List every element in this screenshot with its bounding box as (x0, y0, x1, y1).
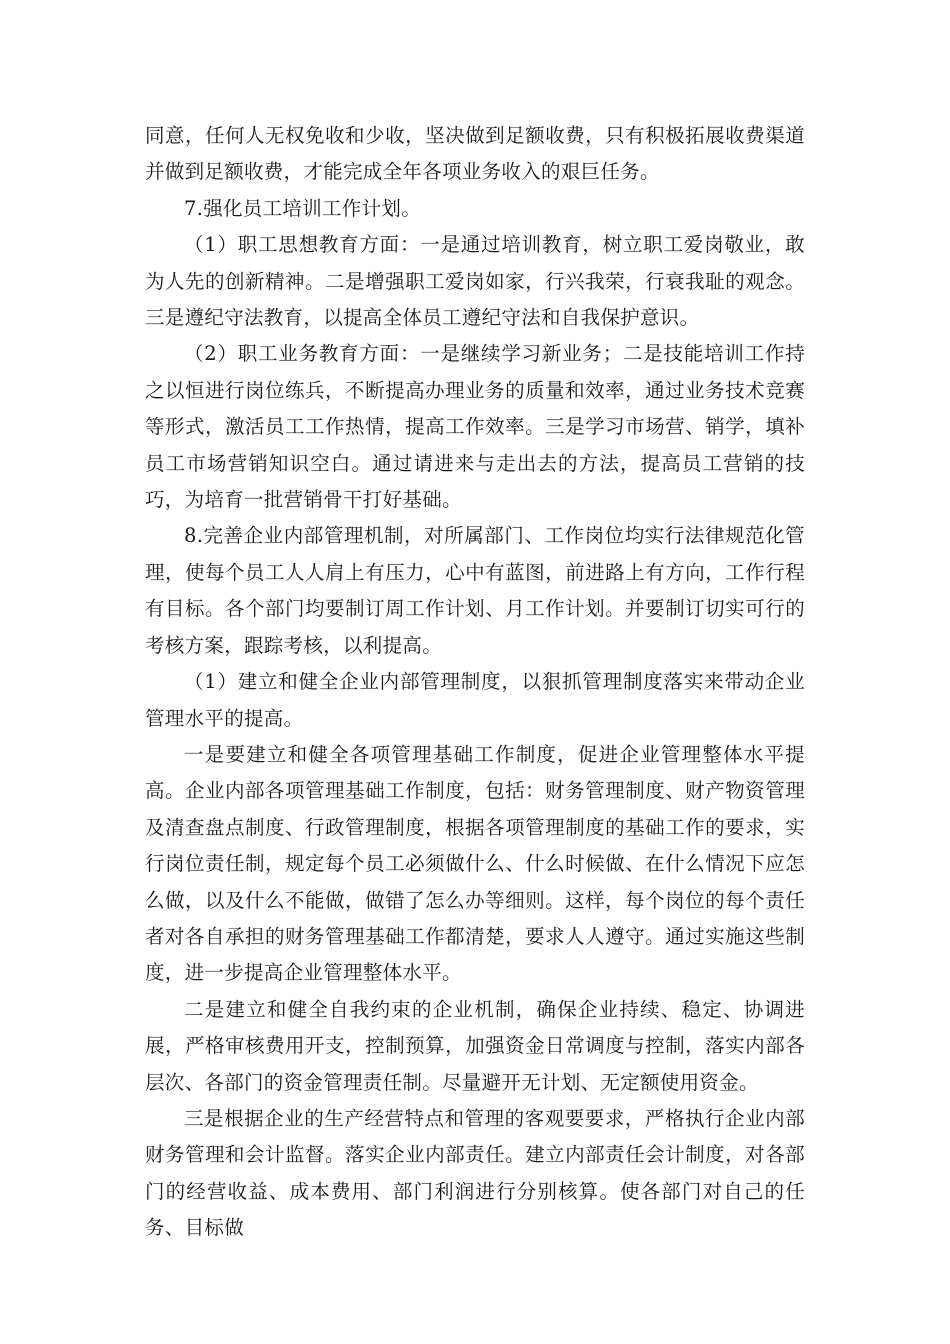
paragraph-1: 同意，任何人无权免收和少收，坚决做到足额收费，只有积极拓展收费渠道并做到足额收费，才能完成全年各项业务收入的艰巨任务。 (145, 124, 805, 184)
paragraph-4: （2）职工业务教育方面：一是继续学习新业务；二是技能培训工作持之以恒进行岗位练兵，不断提高办理业务的质量和效率，通过业务技术竞赛等形式，激活员工工作热情，提高工作效率。三是学习市场营、销学，填补员工市场营销知识空白。通过请进来与走出去的方法，提高员工营销的技巧，为培育一批营销骨干打好基础。 (145, 342, 805, 512)
paragraph-2: 7.强化员工培训工作计划。 (184, 196, 422, 220)
paragraph-5: 8.完善企业内部管理机制，对所属部门、工作岗位均实行法律规范化管理，使每个员工人人肩上有压力，心中有蓝图，前进路上有方向，工作行程有目标。各个部门均要制订周工作计划、月工作计划。并要制订切实可行的考核方案，跟踪考核，以利提高。 (145, 524, 805, 657)
paragraph-9: 三是根据企业的生产经营特点和管理的客观要要求，严格执行企业内部财务管理和会计监督。落实企业内部责任。建立内部责任会计制度，对各部门的经营收益、成本费用、部门利润进行分别核算。使各部门对自己的任务、目标做 (145, 1106, 805, 1240)
paragraph-8: 二是建立和健全自我约束的企业机制，确保企业持续、稳定、协调进展，严格审核费用开支，控制预算，加强资金日常调度与控制，落实内部各层次、各部门的资金管理责任制。尽量避开无计划、无定额使用资金。 (145, 997, 805, 1094)
paragraph-7: 一是要建立和健全各项管理基础工作制度，促进企业管理整体水平提高。企业内部各项管理基础工作制度，包括：财务管理制度、财产物资管理及清查盘点制度、行政管理制度，根据各项管理制度的基础工作的要求，实行岗位责任制，规定每个员工必须做什么、什么时候做、在什么情况下应怎么做，以及什么不能做，做错了怎么办等细则。这样，每个岗位的每个责任者对各自承担的财务管理基础工作都清楚，要求人人遵守。通过实施这些制度，进一步提高企业管理整体水平。 (145, 742, 805, 985)
document-body (145, 118, 805, 1247)
paragraph-6: （1）建立和健全企业内部管理制度，以狠抓管理制度落实来带动企业管理水平的提高。 (145, 670, 805, 730)
paragraph-3: （1）职工思想教育方面：一是通过培训教育，树立职工爱岗敬业，敢为人先的创新精神。二是增强职工爱岗如家，行兴我荣，行衰我耻的观念。三是遵纪守法教育，以提高全体员工遵纪守法和自我保护意识。 (145, 233, 805, 330)
